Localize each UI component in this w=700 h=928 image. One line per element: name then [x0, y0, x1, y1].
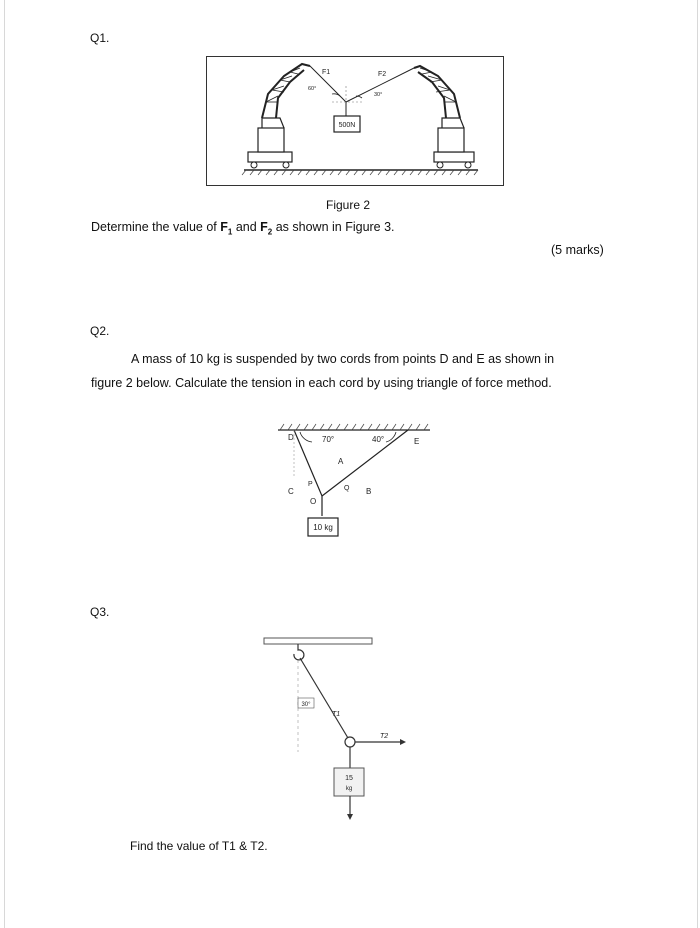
q1-f1-subscript: 1 — [227, 227, 233, 237]
q2-cord-figure — [264, 418, 434, 544]
mass-value-label: 15 — [345, 775, 353, 782]
q3-prompt: Find the value of T1 & T2. — [130, 839, 268, 853]
hook-icon — [294, 644, 304, 660]
load-label: 500N — [338, 122, 356, 129]
q1-crane-figure — [206, 56, 504, 186]
support-beam — [264, 638, 372, 644]
point-b-label: B — [366, 487, 372, 496]
point-c-label: C — [288, 487, 294, 496]
angle-70-label: 70° — [322, 435, 335, 444]
q3-number: Q3. — [90, 605, 110, 619]
q1-prompt-suffix: as shown in Figure 3. — [272, 220, 395, 234]
q1-f2-subscript: 2 — [267, 227, 273, 237]
q1-prompt-and: and — [232, 220, 261, 234]
q1-f2-symbol: F — [260, 220, 268, 234]
right-crane — [414, 66, 474, 168]
q1-prompt — [91, 219, 395, 241]
t1-label: T1 — [332, 711, 341, 718]
f1-label: F1 — [322, 69, 331, 76]
angle-30-label: 30° — [374, 92, 383, 98]
q2-text-line-1: A mass of 10 kg is suspended by two cords from points D and E as shown in — [131, 352, 555, 366]
angle-40-label: 40° — [372, 435, 385, 444]
angle-30-label: 30° — [301, 702, 311, 708]
q2-number: Q2. — [90, 324, 110, 338]
q1-prompt-prefix: Determine the value of — [91, 220, 221, 234]
point-p-label: P — [308, 481, 313, 488]
angle-60-label: 60° — [308, 86, 317, 92]
point-q-label: Q — [344, 485, 350, 492]
point-d-label: D — [288, 433, 294, 442]
q1-f1-symbol: F — [220, 220, 228, 234]
left-crane — [248, 64, 310, 168]
q2-text-line-2: figure 2 below. Calculate the tension in each cord by using triangle of force method. — [91, 376, 552, 390]
t2-label: T2 — [380, 733, 389, 740]
point-a-label: A — [338, 457, 344, 466]
cord-eb — [322, 430, 408, 496]
point-e-label: E — [414, 437, 420, 446]
q1-number: Q1. — [90, 31, 110, 45]
point-o-label: O — [310, 497, 317, 506]
q3-pulley-figure — [262, 634, 412, 824]
pulley-ring — [345, 737, 355, 747]
f2-label: F2 — [378, 71, 387, 78]
mass-label: 10 kg — [313, 523, 333, 532]
marks-label: (5 marks) — [551, 243, 604, 257]
figure-caption: Figure 2 — [326, 198, 371, 212]
mass-unit-label: kg — [345, 786, 353, 792]
